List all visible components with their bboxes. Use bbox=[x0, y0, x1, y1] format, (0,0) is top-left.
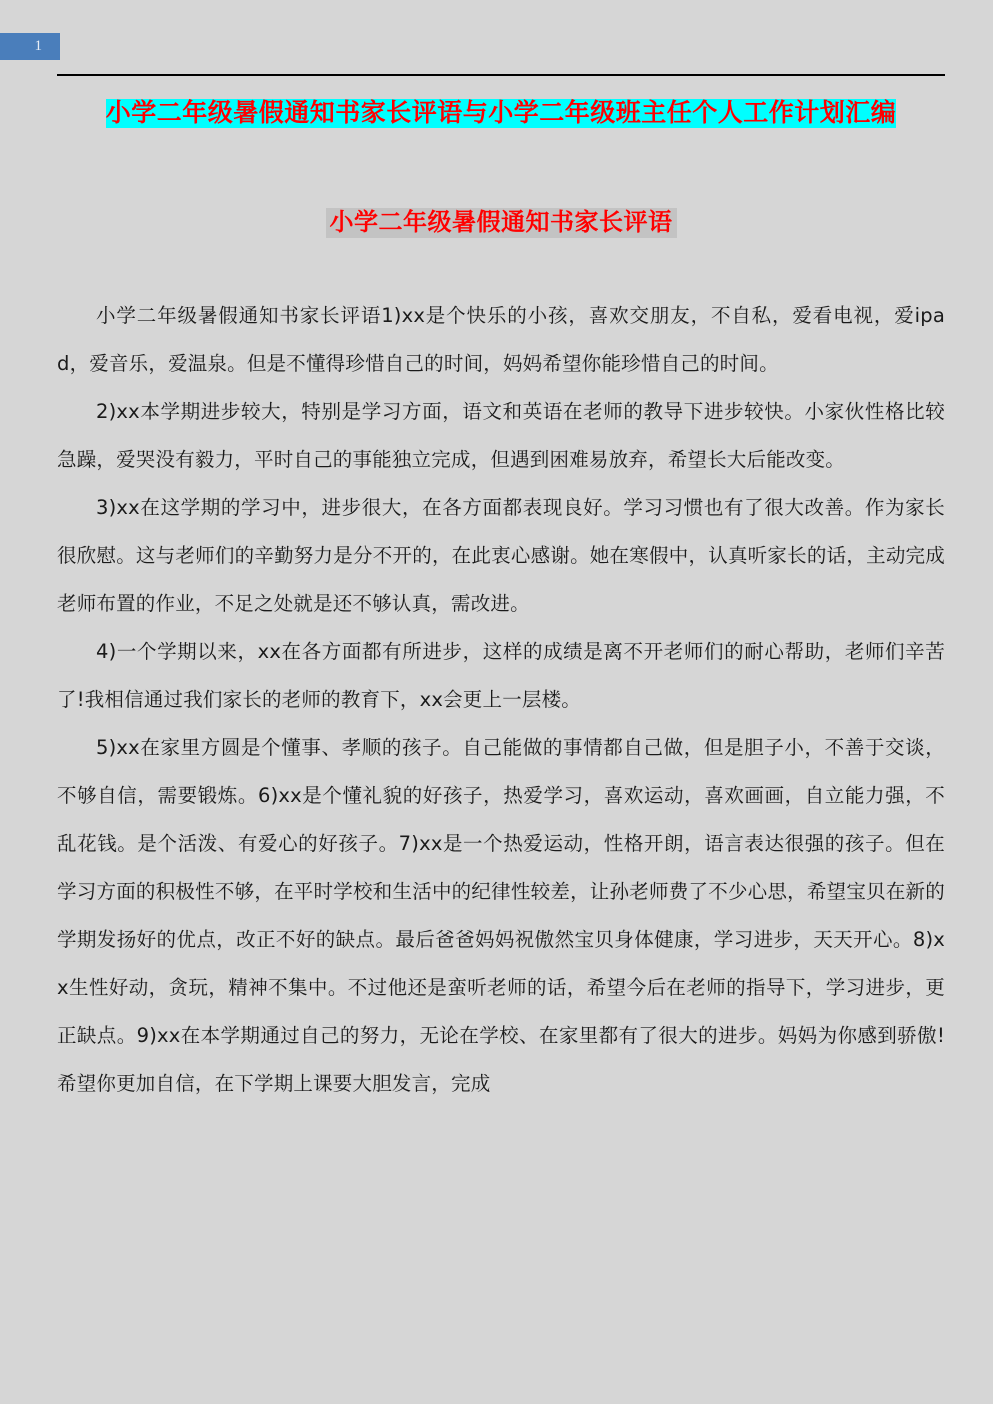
paragraph: 小学二年级暑假通知书家长评语1)xx是个快乐的小孩，喜欢交朋友，不自私，爱看电视，爱ipad，爱音乐，爱温泉。但是不懂得珍惜自己的时间，妈妈希望你能珍惜自己的时间。 bbox=[57, 304, 945, 375]
paragraph: 5)xx在家里方圆是个懂事、孝顺的孩子。自己能做的事情都自己做，但是胆子小，不善于交谈，不够自信，需要锻炼。6)xx是个懂礼貌的好孩子，热爱学习，喜欢运动，喜欢画画，自立能力强，不乱花钱。是个活泼、有爱心的好孩子。7)xx是一个热爱运动，性格开朗，语言表达很强的孩子。但在学习方面的积极性不够，在平时学校和生活中的纪律性较差，让孙老师费了不少心思，希望宝贝在新的学期发扬好的优点，改正不好的缺点。最后爸爸妈妈祝傲然宝贝身体健康，学习进步，天天开心。8)xx生性好动，贪玩，精神不集中。不过他还是蛮听老师的话，希望今后在老师的指导下，学习进步，更正缺点。9)xx在本学期通过自己的努力，无论在学校、在家里都有了很大的进步。妈妈为你感到骄傲!希望你更加自信，在下学期上课要大胆发言，完成 bbox=[57, 736, 945, 1095]
section-subtitle-text: 小学二年级暑假通知书家长评语 bbox=[326, 208, 677, 238]
page-number-badge: 1 bbox=[0, 33, 60, 60]
section-subtitle bbox=[57, 206, 945, 240]
document-title bbox=[57, 96, 945, 132]
document-title-text: 小学二年级暑假通知书家长评语与小学二年级班主任个人工作计划汇编 bbox=[105, 100, 897, 127]
document-content bbox=[57, 96, 945, 1108]
paragraph: 2)xx本学期进步较大，特别是学习方面，语文和英语在老师的教导下进步较快。小家伙性格比较急躁，爱哭没有毅力，平时自己的事能独立完成，但遇到困难易放弃，希望长大后能改变。 bbox=[57, 400, 945, 471]
body-text-block bbox=[57, 292, 945, 1108]
header-divider-rule bbox=[57, 74, 945, 76]
paragraph: 4)一个学期以来，xx在各方面都有所进步，这样的成绩是离不开老师们的耐心帮助，老师们辛苦了!我相信通过我们家长的老师的教育下，xx会更上一层楼。 bbox=[57, 640, 945, 711]
paragraph: 3)xx在这学期的学习中，进步很大，在各方面都表现良好。学习习惯也有了很大改善。作为家长很欣慰。这与老师们的辛勤努力是分不开的，在此衷心感谢。她在寒假中，认真听家长的话，主动完成老师布置的作业，不足之处就是还不够认真，需改进。 bbox=[57, 496, 945, 615]
